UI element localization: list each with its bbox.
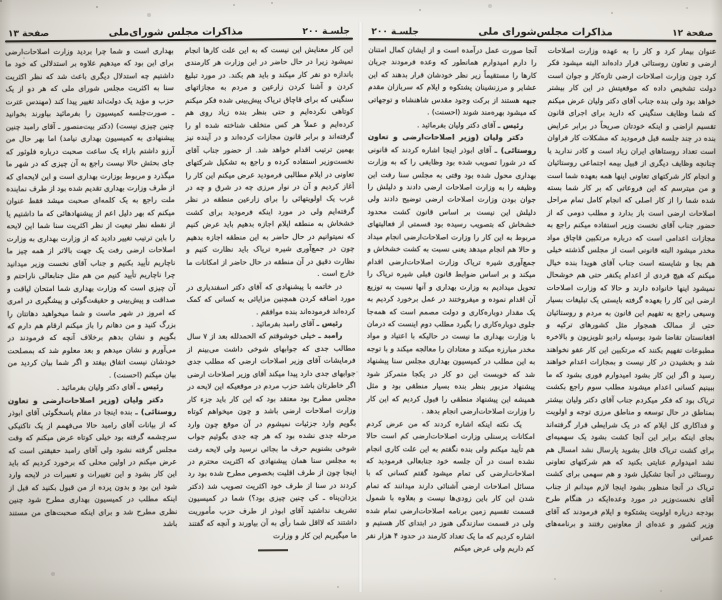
chair-line: رئیس ـ آقای دکتر ولیان بفرمائید . [416, 120, 524, 130]
speech-paragraph: رامبد ـ خیلی خوشوقتم که الحمدلله بعد از ۷ سال مطالب جدی که جوابهای شوخی داشت می‌بینم از فرمایشات آقای وزیر اصلاحات ارضی که مطلب جدی جوابهای جدی دارد پیدا میکند آقای وزیر اصلاحات ارضی اگر خاطرتان باشد حزب مردم در موقعیکه این لایحه در مجلس مطرح بود معتقد بود که این کار باید جزء کار وزارت اصلاحات ارضی باشد و چون میخواهم کوتاه بگویم وارد جزئیات نمیشوم در آن موقع چون وارد مرحله جدی نشده بود که هر چه جدی بگوئیم جواب شوخی بشنویم حرف ما بجائی نرسید ولی لایحه رفت به مجلس سنا همان پیشنهادی که اکثریت محترم در اینجا چون از طرف اقلیت بخصوص مطرح شده بود رد کردند در سنا از طرف خود اکثریت تصویب شد (دکتر یزدان‌پناه ـ کی چنین چیزی بود؟) شما در کمیسیون تشریف نداشتید آقای ابوذر از طرف حزب مأموریت داشتند که لااقل شما رأی به آن بیاورند و آنچه که گفتند ما میگیریم این کار و وزارت [186, 331, 357, 540]
speaker-label: دکتر ولیان (وزیر اصلاحات‌ارضی و تعاون روستائی) ـ [7, 394, 177, 417]
page-title: مذاکرات مجلس‌شورای ملی [478, 26, 613, 39]
body-paragraph: در خاتمه با پیشنهادی که آقای دکتر اسفندیاری در مورد اضافه کردن همچنین مزایائی به کسانی که کمک کرده‌اند فرموده‌اند بنده موافقم . [186, 281, 356, 316]
body-paragraph: آنجا صورت عمل درآمده است و از ایشان کمال امتنان را دارم امیدوارم همانطور که وعده فرمودند جریان کارها را مستقیماً زیر نظر خودشان قرار بدهند که این عشایر و مرزنشینان پشتکوه و ایلام که سربازان مقدم جبهه هستند از برکت وجود مقدس شاهنشاه و توجهاتی که میشود بهره‌مند شوند (احسنت) . [367, 45, 537, 118]
speaker-label: دکتر ولیان (وزیر اصلاحات‌ارضی و تعاون روستائی) ـ [367, 132, 537, 155]
session-label: جلسـة ۲۰۰ [302, 26, 350, 38]
chair-line: رئیس ـ آقای دکتر ولیان بفرمائید . [56, 382, 164, 393]
speech-paragraph: دکتر ولیان (وزیر اصلاحات‌ارضی و تعاون روستائی) ـ بنده اینجا در مقام پاسخگوئی آقای ابوذر که از بیانات آقای رامبد حالا می‌فهمم از یک تاکتیکی سرچشمه گرفته بود خیلی کوتاه عرض میکنم که وقت مجلس گرفته نشود ولی آقای رامبد حقیقتی است که عرض میکنم در اولین محلی که برخورد کردیم که باید این کار بشود و این تغییرات و تعبیرات در لایحه وارد شود این بود و بدون پرده از من قبول بکنید که قبل از اینکه مطلب در کمیسیون بهداری مطرح شود چنین نظری مطرح شد و برای اینکه صحبت‌های من مستند باشد [7, 394, 178, 529]
page-left-column-second [5, 45, 178, 559]
body-paragraph: عنوان بیمار کرد و کار را به عهده وزارت اصلاحات ارضی و تعاون روستائی قرار داده‌اند البته میشود فکر کرد چون وزارت اصلاحات ارضی تازه‌کار و جوان است دولت تشخیص داده که موقعیتش در این کار بیشتر خواهد بود ولی بنده جناب آقای دکتر ولیان عرض میکنم که شما وظایف سنگینی که دارید برای اجرای قانون تقسیم اراضی و اینکه خودتان صریحاً در برابر عرایض بنده در چند جلسه قبل فرمودید که مشکلات کار فراوان است تعداد روستاهای ایران زیاد است و کادر ندارید یا چنانچه وظایف دیگری از قبیل بیمه اجتماعی روستائیان و انجام کار شرکتهای تعاونی اینها همه بعهده شما است و من میترسم که این فروعاتی که بر کار شما بسته شده شما را از کار اصلی که انجام کامل تمام مراحل اصلاحات ارضی است باز بدارد و مطلب دومی که از حضور جناب آقای نخست وزیر استفاده میکنم راجع به مجازات اعدامی است که درباره مرتکبین قاچاق مواد مخدر میشود البته قانونی است از مجلس گذشته خیلی هم بجا و شایسته است جناب آقای هویدا بنده خیال میکنم که هیچ فردی از اعدام یکنفر حتی هم خوشحال نمیشود اینها خانواده دارند و حالا که وزارت اصلاحات ارضی این کار را بعهده گرفته بایستی یک تبلیغات بسیار وسیعی راجع به تفهیم این قانون به مردم و روستائیان حتی از ممالک همجوار مثل کشورهای ترکیه و افغانستان تقاضا شود بوسیله رادیو تلویزیون و بالاخره مطبوعات تفهیم بکنند که مرتکبین این کار عفو نخواهند شد و بخشیدن در کار نیست و بمجازات اعدام خواهند رسید و اگر این کار بشود امیدوارم فوری بشود که ما ببینیم کسانی اعدام میشوند مطلب سوم راجع بکشت تریاک بود که فکر میکردم جناب آقای دکتر ولیان بیشتر بمناطق در حال توسعه و مناطق مرزی توجه و اولویت و فداکاری کل ایلام که در یک شرایطی قرار گرفته‌اند بجای اینکه برابر این آنجا کشت بشود یک سهمیه‌ای برای کشت تریاک قائل بشوید پارسال نشد امسال هم نشد امیدوارم عنایتی بکنید که هم شرکتهای تعاونی روستائی در آنجا تشکیل شود و هم سهمی برای کشت تریاک در آنجا منظور بشود اینجا لازم میدانم از جناب آقای نخست‌وزیر در مورد وعده‌ایکه در هنگام طرح بودجه درباره اولویت پشتکوه و ایلام فرمودند که آقای وزیر کشور و عده‌ای از معاونین رفتند و برنامه‌های عمرانی [545, 46, 717, 542]
page-right-body [366, 44, 717, 559]
page-title: مذاکرات مجلس شورای‌ملی [108, 26, 244, 39]
chair-line: رئیس ـ آقای رامبد بفرمائید . [251, 318, 343, 329]
page-right [366, 26, 717, 559]
speech-paragraph: یک نکته اینکه اشاره کردند که من عرض کردم امکانات پرسنلی وزارت اصلاحات‌ارضی کم است حالا هم تأیید میکنم ولی بنده نگفتم به این علت کاری انجام نشده است در آن جلسه خود جنابعالی فرمودید که اصلاحات‌ارضی کی تمام میشود گفتم کسانی که با مسائل اصلاحات ارضی آشنائی دارند میدانند که تمام شدن این کار باین زودی‌ها نیست و بعلاوه با شمول قسمت تقسیم زمین برنامه اصلاحات‌ارضی تمام شده ولی در قسمت سازندگی هنوز در ابتدای کار هستیم و اشاره کردیم که ما یک تعداد کارمند در حدود ۴ هزار نفر کم داریم ولی عرض میکنم [365, 418, 535, 554]
page-left-body [5, 44, 357, 560]
column-end-divider [258, 549, 288, 551]
page-left [5, 26, 357, 560]
body-paragraph: بهداری است و شما چرا بردید وزارت اصلاحات‌ارضی برای این بود که میدهیم علاوه بر استدلالی که خود ما داشتیم چه استدلال دیگری باعث شد که نظر اکثریت سنا به اکثریت مجلس شورای ملی که هر دو از یک حزب و مؤید یک دولت‌اند تغییر پیدا کند (مهندس عترت ـ صورت‌جلسه کمیسیون را بفرمائید بیاورند بخوانید چنین چیزی نیست) (دکتر بیت‌منصور ـ آقای رامبد چنین پیشنهادی به کمیسیون بهداری نیامد) اما بهر حال من آرزو داشتم بازاء یک ساعت صحبت درباره فلوئور که جای بحثش حالا نیست راجع به آن چیزی که در شهر ما میگذرد و مربوط بوزارت بهداری است و این لایحه‌ای که از طرف وزارت بهداری تقدیم شده بود از طرف نماینده ملت راجع به یک کلمه‌ای صحبت میشد فقط عنوان میکنم که بهر دلیل اعم از پیشنهادهائی که ما داشتیم یا از نقطه نظر تبعیت از نظر اکثریت سنا شما این لایحه را باین ترتیب تغییر دادید که از وزارت بهداری به وزارت اصلاحات ارضی رفت یک جهت بالاتر از همه چیز ما ناچاریم تأیید بکنیم و جناب آقای نخست وزیر میدانید چرا ناچاریم تأیید کنیم من هم مثل جنابعالی ناراحتم و آن چیزی است که وزارت بهداری شما امتحان لیاقت و صداقت و پیش‌بینی و حقیقت‌گوئی و پیشگیری در امری که امروز در شهر ماست و شما میخواهید دهاتتان را بزرگ کنید و من دهانم را باز میکنم ارقام هم دارم که بگویم و نشان بدهم برخلاف آنچه که فرمودند در می‌آورم و نشان میدهم و بعد معلوم شد که بمصلحت خودشان نیست اتفاق بیفتد و اگر شما بیان کردید من بیان میکنم (احسنت) . [5, 46, 177, 380]
page-number-label: صفحة ۱۳ [7, 29, 50, 40]
session-label: جلسـة ۲۰۰ [371, 27, 419, 38]
speech-paragraph: دکتر ولیان (وزیر اصلاحات‌ارضی و تعاون روستائی) ـ آقای ابوذر اینجا اشاره کردند که قانونی که در شورا تصویب شده بود وظایفی را که به وزارت بهداری محول شده بود وقتی به مجلس سنا رفت این وظیفه را به وزارت اصلاحات ارضی دادند و دلیلش را جوان بودن وزارت اصلاحات ارضی توضیح دادند ولی دلیلش این نیست بر اساس قانون کشت محدود خشخاش که بتصویب رسیده بود قسمتی از فعالیتهای مربوط به این کار را وزارت اصلاحات‌ارضی انجام میداد و حالا هم انجام میدهد یعنی نسبت به کشت خشخاش و جمع‌آوری شیره تریاک وزارت اصلاحات‌ارضی اقدام میکند و بر اساس ضوابط قانون قبلی شیره تریاک را تحویل میدادیم به وزارت بهداری و آنها نسبت به توزیع آن اقدام نموده و میفروختند در عمل برخورد کردیم به یک مقدار دوباره‌کاری و دولت مصمم است که همه‌جا جلوی دوباره‌کاری را بگیرد مطلب دوم اینست که درمان با وزارت بهداری ما نیست در حالیکه با اعتیاد و مواد مخدر مبارزه میکند و معتادان را معالجه میکند و با توجه به این مطلب در کمیسیون بهداری مجلس سنا پیشنهاد شد که خوبست این دو کار در یکجا متمرکز شود پیشنهاد مزبور بنظر بنده بسیار منطقی بود و مثل همیشه این پیشنهاد منطقی را قبول کردیم که این کار را وزارت اصلاحات‌ارضی انجام بدهد . [366, 132, 537, 417]
paper-speckles [0, 0, 2, 2]
page-right-header [368, 26, 716, 40]
chair-label: رئیس ـ [497, 120, 524, 130]
page-left-column-first [185, 44, 358, 558]
page-right-column-second [366, 44, 537, 558]
body-paragraph: این کار معنایش این نیست که به این علت کارها انجام نمیشود زیرا در حال حاضر در این وزارت هر کارمندی باندازه دو نفر کار میکند و باید هم بکند. در مورد تبلیغ کردن و آشنا کردن زارعین و مردم به مجازاتهای سنگینی که برای قاچاق تریاک پیش‌بینی شده فکر میکنم کوتاهی نکرده‌ایم و حتی بنظر بنده زیاد روی هم کرده‌ایم و عملاً هر کس متخلف شناخته شده او را گرفته‌اند و برابر قانون مجازات کرده‌اند و در آینده نیز بهمین ترتیب اقدام خواهد شد. از حضور جناب آقای نخست‌وزیر استفاده کرده و راجع به تشکیل شرکتهای تعاونی در ایلام مطالبی فرمودید عرض میکنم این کار را آغاز کردیم و آن در نوار مرزی چه در شرق و چه در غرب یک اولویتهائی را برای زارعین منطقه در نظر گرفته‌ایم ولی در مورد اینکه فرمودید برای کشت خشخاش به منطقه ایلام اجازه بدهیم باید عرض کنیم که نمیتوانیم در حال حاضر به این منطقه اجازه بدهیم چون در جمع‌آوری شیره تریاک باید نظارت کنیم و نظارت دقیق در آن منطقه در حال حاضر از امکانات ما خارج است . [184, 44, 355, 279]
page-fold-seam [358, 22, 363, 592]
speaker-label: رامبد ـ [318, 331, 343, 341]
chair-label: رئیس ـ [316, 318, 343, 328]
page-right-column-first [545, 45, 716, 559]
chair-label: رئیس ـ [137, 382, 164, 392]
page-number-label: صفحة ۱۲ [672, 28, 714, 39]
